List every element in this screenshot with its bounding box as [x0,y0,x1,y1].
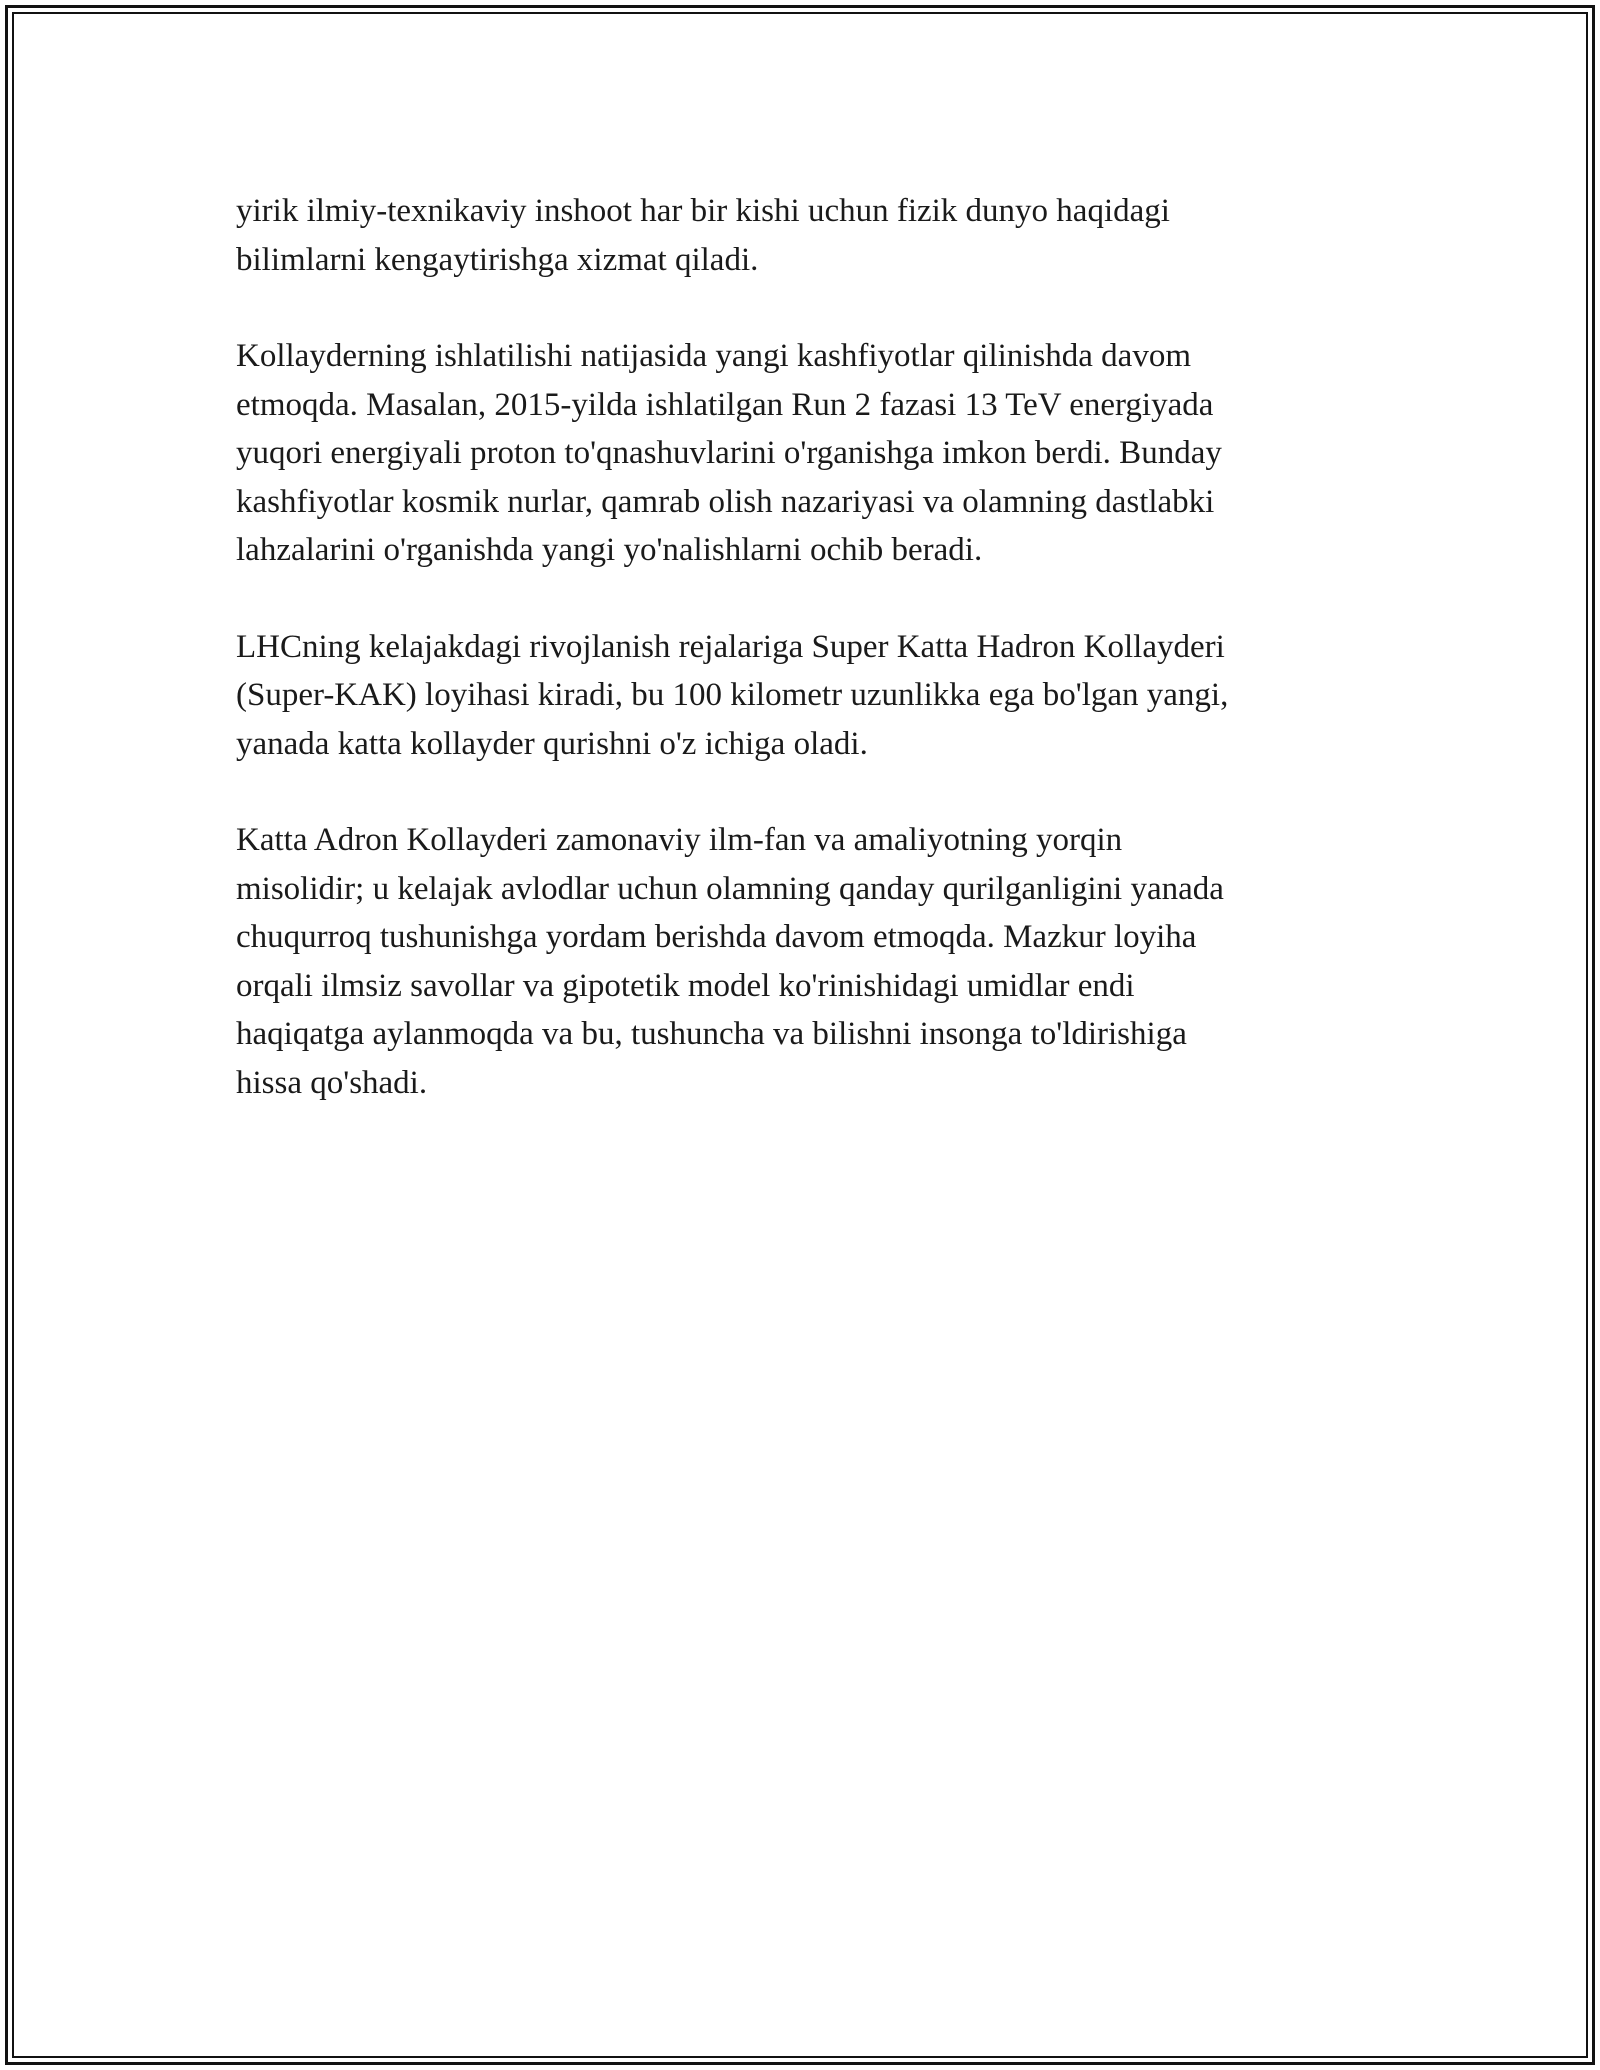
paragraph-1 [236,187,1366,284]
paragraph-4 [236,816,1366,1107]
text-line: kashfiyotlar kosmik nurlar, qamrab olish nazariyasi va olamning dastlabki [236,483,1215,520]
text-line: yuqori energiyali proton to'qnashuvlarini o'rganishga imkon berdi. Bunday [236,435,1222,471]
text-line: Kollayderning ishlatilishi natijasida yangi kashfiyotlar qilinishda davom [236,338,1192,374]
text-line: hissa qo'shadi. [236,1064,428,1101]
text-line: haqiqatga aylanmoqda va bu, tushuncha va bilishni insonga to'ldirishiga [236,1016,1187,1052]
paragraph-3 [236,623,1366,769]
text-line: LHCning kelajakdagi rivojlanish rejalariga Super Katta Hadron Kollayderi [236,628,1225,665]
text-line: lahzalarini o'rganishda yangi yo'nalishlarni ochib beradi. [236,532,983,568]
text-line: Katta Adron Kollayderi zamonaviy ilm-fan va amaliyotning yorqin [236,822,1123,858]
paragraph-2 [236,332,1366,575]
text-line: (Super-KAK) loyihasi kiradi, bu 100 kilometr uzunlikka ega bo'lgan yangi, [236,677,1229,713]
text-line: orqali ilmsiz savollar va gipotetik model ko'rinishidagi umidlar endi [236,967,1135,1004]
text-line: misolidir; u kelajak avlodlar uchun olamning qanday qurilganligini yanada [236,870,1224,907]
text-line: yanada katta kollayder qurishni o'z ichiga oladi. [236,725,868,762]
text-line: chuqurroq tushunishga yordam berishda davom etmoqda. Mazkur loyiha [236,919,1197,955]
document-body [236,187,1366,1155]
text-line: etmoqda. Masalan, 2015-yilda ishlatilgan Run 2 fazasi 13 TeV energiyada [236,386,1214,423]
text-line: bilimlarni kengaytirishga xizmat qiladi. [236,241,759,278]
text-line: yirik ilmiy-texnikaviy inshoot har bir kishi uchun fizik dunyo haqidagi [236,193,1170,229]
